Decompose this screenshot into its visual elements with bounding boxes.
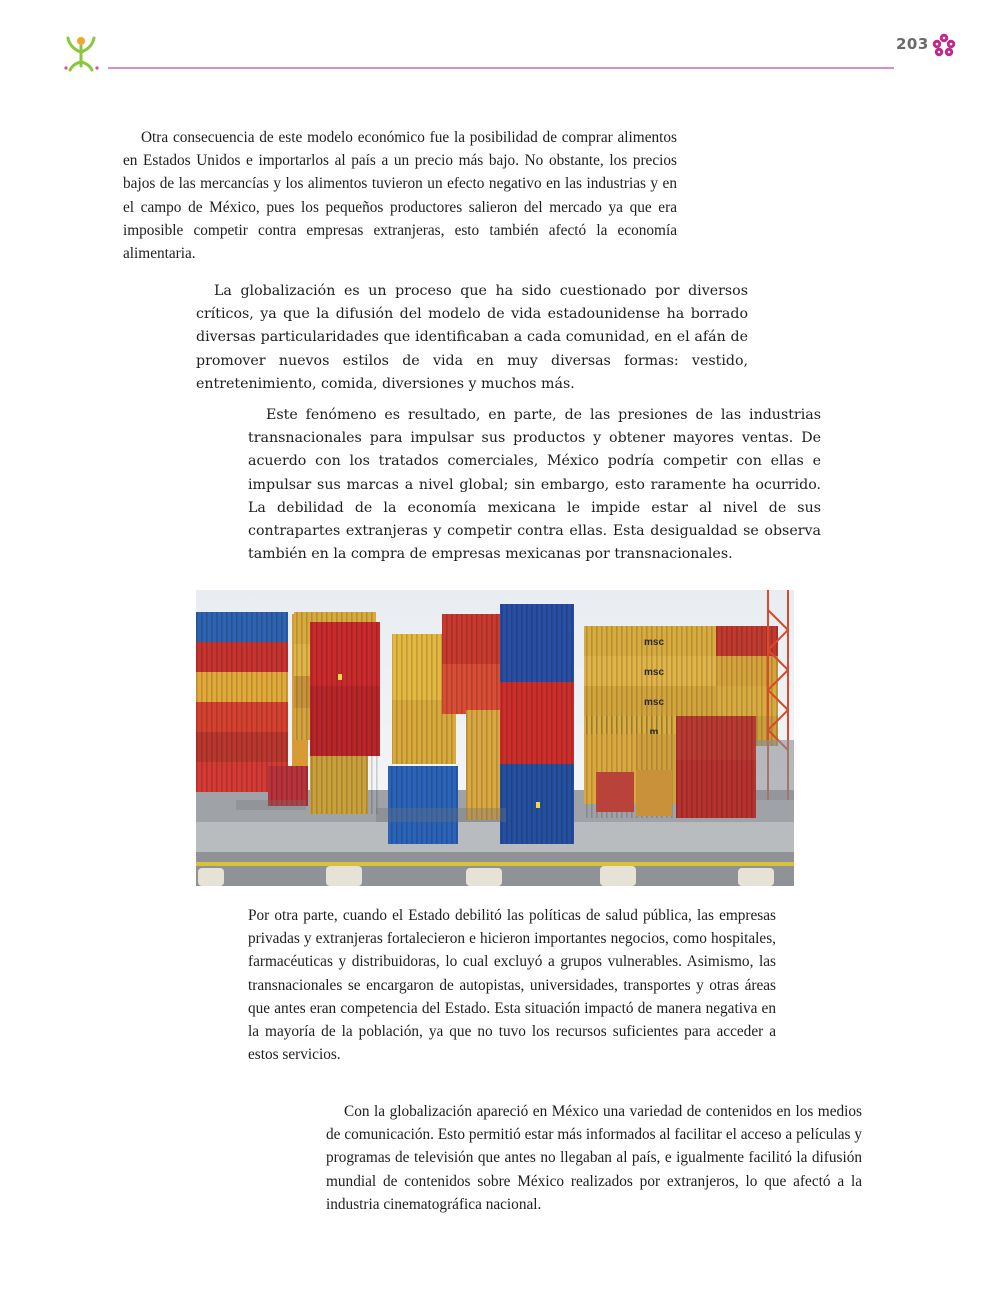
msc-mark-2: msc xyxy=(643,667,665,678)
header-rule xyxy=(108,67,894,69)
sprout-figure-icon xyxy=(60,32,102,72)
msc-mark-1: msc xyxy=(643,637,665,648)
paragraph-1: Otra consecuencia de este modelo económico fue la posibilidad de comprar alimentos en Estados Unidos e importarlos al país a un precio más bajo. No obstante, los precios bajos de las mercancías y los alimentos tuvieron un efecto negativo en las industrias y en el campo de México, pues los pequeños productores salieron del mercado ya que era imposible competir contra empresas extranjeras, esto también afectó la economía alimentaria. xyxy=(123,129,677,263)
page-number: 203 xyxy=(896,35,929,53)
paragraph-3: Este fenómeno es resultado, en parte, de las presiones de las industrias transnacionales para impulsar sus productos y obtener mayores ventas. De acuerdo con los tratados comerciales, México podría competir con ellas e impulsar sus marcas a nivel global; sin embargo, esto raramente ha ocurrido. La debilidad de la economía mexicana le impide estar al nivel de sus contrapartes extranjeras y competir contra ellas. Esta desigualdad se observa también en la compra de empresas mexicanas por transnacionales. xyxy=(248,407,821,563)
msc-mark-3: msc xyxy=(643,697,665,708)
shipping-containers-photo xyxy=(196,590,794,886)
paragraph-5: Con la globalización apareció en México una variedad de contenidos en los medios de comunicación. Esto permitió estar más informados al facilitar el acceso a películas y programas de televisión que antes no llegaban al país, e igualmente facilitó la difusión mundial de contenidos sobre México realizados por extranjeros, lo que afectó a la industria cinematográfica nacional. xyxy=(326,1103,862,1213)
paragraph-2: La globalización es un proceso que ha sido cuestionado por diversos críticos, ya que la difusión del modelo de vida estadounidense ha borrado diversas particularidades que identificaban a cada comunidad, en el afán de promover nuevos estilos de vida en muy diversas formas: vestido, entretenimiento, comida, diversiones y muchos más. xyxy=(196,283,748,392)
paragraph-4: Por otra parte, cuando el Estado debilitó las políticas de salud pública, las empresas privadas y extranjeras fortalecieron e hicieron importantes negocios, como hospitales, farmacéuticas y distribuidoras, lo cual excluyó a grupos vulnerables. Asimismo, las transnacionales se encargaron de autopistas, universidades, transportes y otras áreas que antes eran competencia del Estado. Esta situación impactó de manera negativa en la mayoría de la población, ya que no tuvo los recursos suficientes para acceder a estos servicios. xyxy=(248,907,776,1064)
flower-cluster-icon xyxy=(930,32,958,58)
